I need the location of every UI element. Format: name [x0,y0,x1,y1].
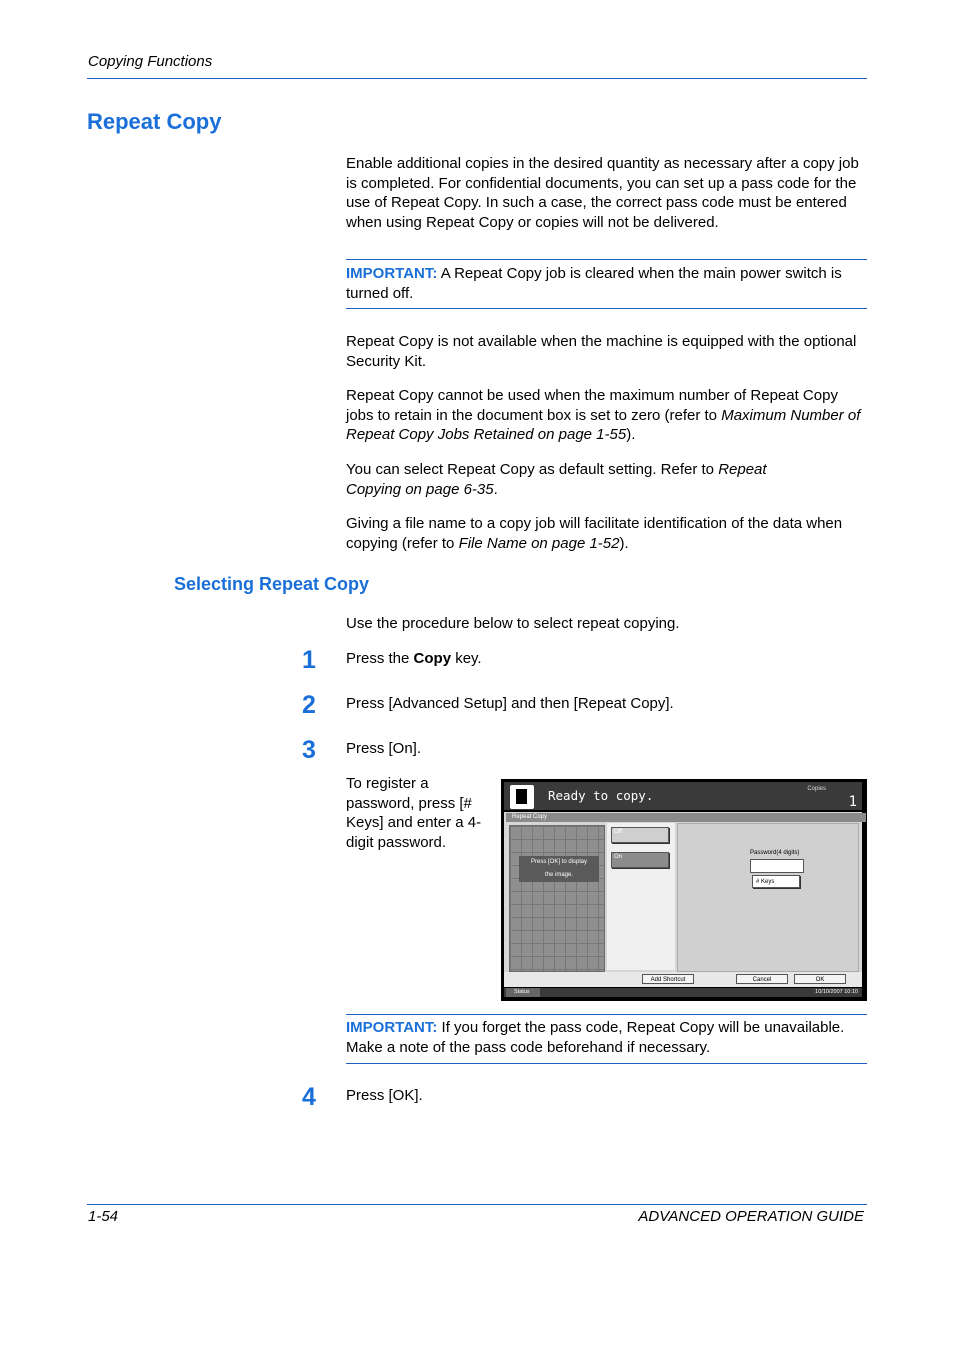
text: Repeat Copy cannot be used when the maximum number of Repeat Copy jobs to retain in the document box is set to zero (refer to [346,387,838,424]
header-rule [87,78,867,79]
important-text: A Repeat Copy job is cleared when the main power switch is turned off. [346,265,842,302]
text: Giving a file name to a copy job will facilitate identification of the data when copying (refer to [346,515,843,552]
important-text: If you forget the pass code, Repeat Copy will be unavailable. Make a note of the pass code beforehand if necessary. [346,1019,845,1056]
step-number-2: 2 [302,691,316,719]
important-note-2 [346,1018,868,1057]
important-rule-bottom [346,1063,867,1064]
text: ). [619,534,629,552]
copy-key-name: Copy [413,650,452,667]
important-note-1 [346,264,868,303]
date-time: 10/10/2007 10:10 [815,989,858,995]
panel-body [504,812,862,987]
important-rule-bottom [346,308,867,309]
cancel-button[interactable]: Cancel [736,974,788,984]
password-area [677,823,859,972]
procedure-intro: Use the procedure below to select repeat copying. [346,615,680,632]
preview-message [519,856,599,882]
page-number: 1-54 [88,1208,119,1225]
panel-button-bar [504,972,862,987]
cross-reference: Repeat Copying on page 6-35 [346,461,767,498]
panel-footer [504,988,862,997]
intro-paragraph: Enable additional copies in the desired quantity as necessary after a copy job is completed. For confidential documents, you can set up a pass code for the use of Repeat Copy. In such a case, the correct pass code must be entered when using Repeat Copy or copies will not be delivered. [346,155,859,231]
text: You can select Repeat Copy as default setting. Refer to [346,461,719,478]
important-label: IMPORTANT: [346,1019,438,1036]
operation-panel-screen [501,779,867,1001]
important-rule-top [346,259,867,260]
important-label: IMPORTANT: [346,265,438,282]
hash-keys-button[interactable]: # Keys [752,875,800,888]
option-column [607,823,675,970]
page-title: Repeat Copy [87,109,222,134]
text: key. [451,650,482,667]
off-button[interactable]: Off [611,827,669,843]
password-label: Password(4 digits) [750,850,800,856]
step-1-text [346,649,868,669]
guide-title: ADVANCED OPERATION GUIDE [638,1208,864,1225]
text: Press the [346,650,414,667]
cross-reference: File Name on page 1-52 [458,534,620,552]
preview-message-line: Press [OK] to display [530,859,588,865]
status-tab[interactable]: Status [506,988,540,997]
step-number-3: 3 [302,736,316,764]
panel-status-bar [504,782,862,810]
step-number-4: 4 [302,1083,316,1111]
preview-message-line: the image. [544,872,574,878]
password-field[interactable] [750,859,804,873]
add-shortcut-button[interactable]: Add Shortcut [642,974,694,984]
step-number-1: 1 [302,646,316,674]
step-2-text: Press [Advanced Setup] and then [Repeat Copy]. [346,695,674,712]
footer-rule [87,1204,867,1205]
copies-count: 1 [848,794,857,810]
on-button[interactable]: On [611,852,669,868]
screen-title: Repeat Copy [506,813,866,822]
text: . [493,480,498,498]
security-paragraph: Repeat Copy is not available when the machine is equipped with the optional Security Kit. [346,333,857,370]
section-title: Selecting Repeat Copy [174,574,370,594]
cross-reference: Maximum Number of Repeat Copy Jobs Retained on page 1-55 [346,406,861,443]
text: ). [626,426,636,443]
step-3-note: To register a password, press [# Keys] and enter a 4-digit password. [346,775,482,851]
preview-area [509,825,605,972]
default-paragraph [346,460,816,499]
max-jobs-paragraph [346,386,868,445]
important-rule-top [346,1014,867,1015]
copy-mode-icon [510,785,534,809]
status-message: Ready to copy. [548,788,654,803]
filename-paragraph [346,514,868,553]
running-header: Copying Functions [88,53,213,70]
step-4-text: Press [OK]. [346,1087,423,1104]
copies-label: Copies [807,786,826,792]
ok-button[interactable]: OK [794,974,846,984]
step-3-text: Press [On]. [346,740,422,757]
